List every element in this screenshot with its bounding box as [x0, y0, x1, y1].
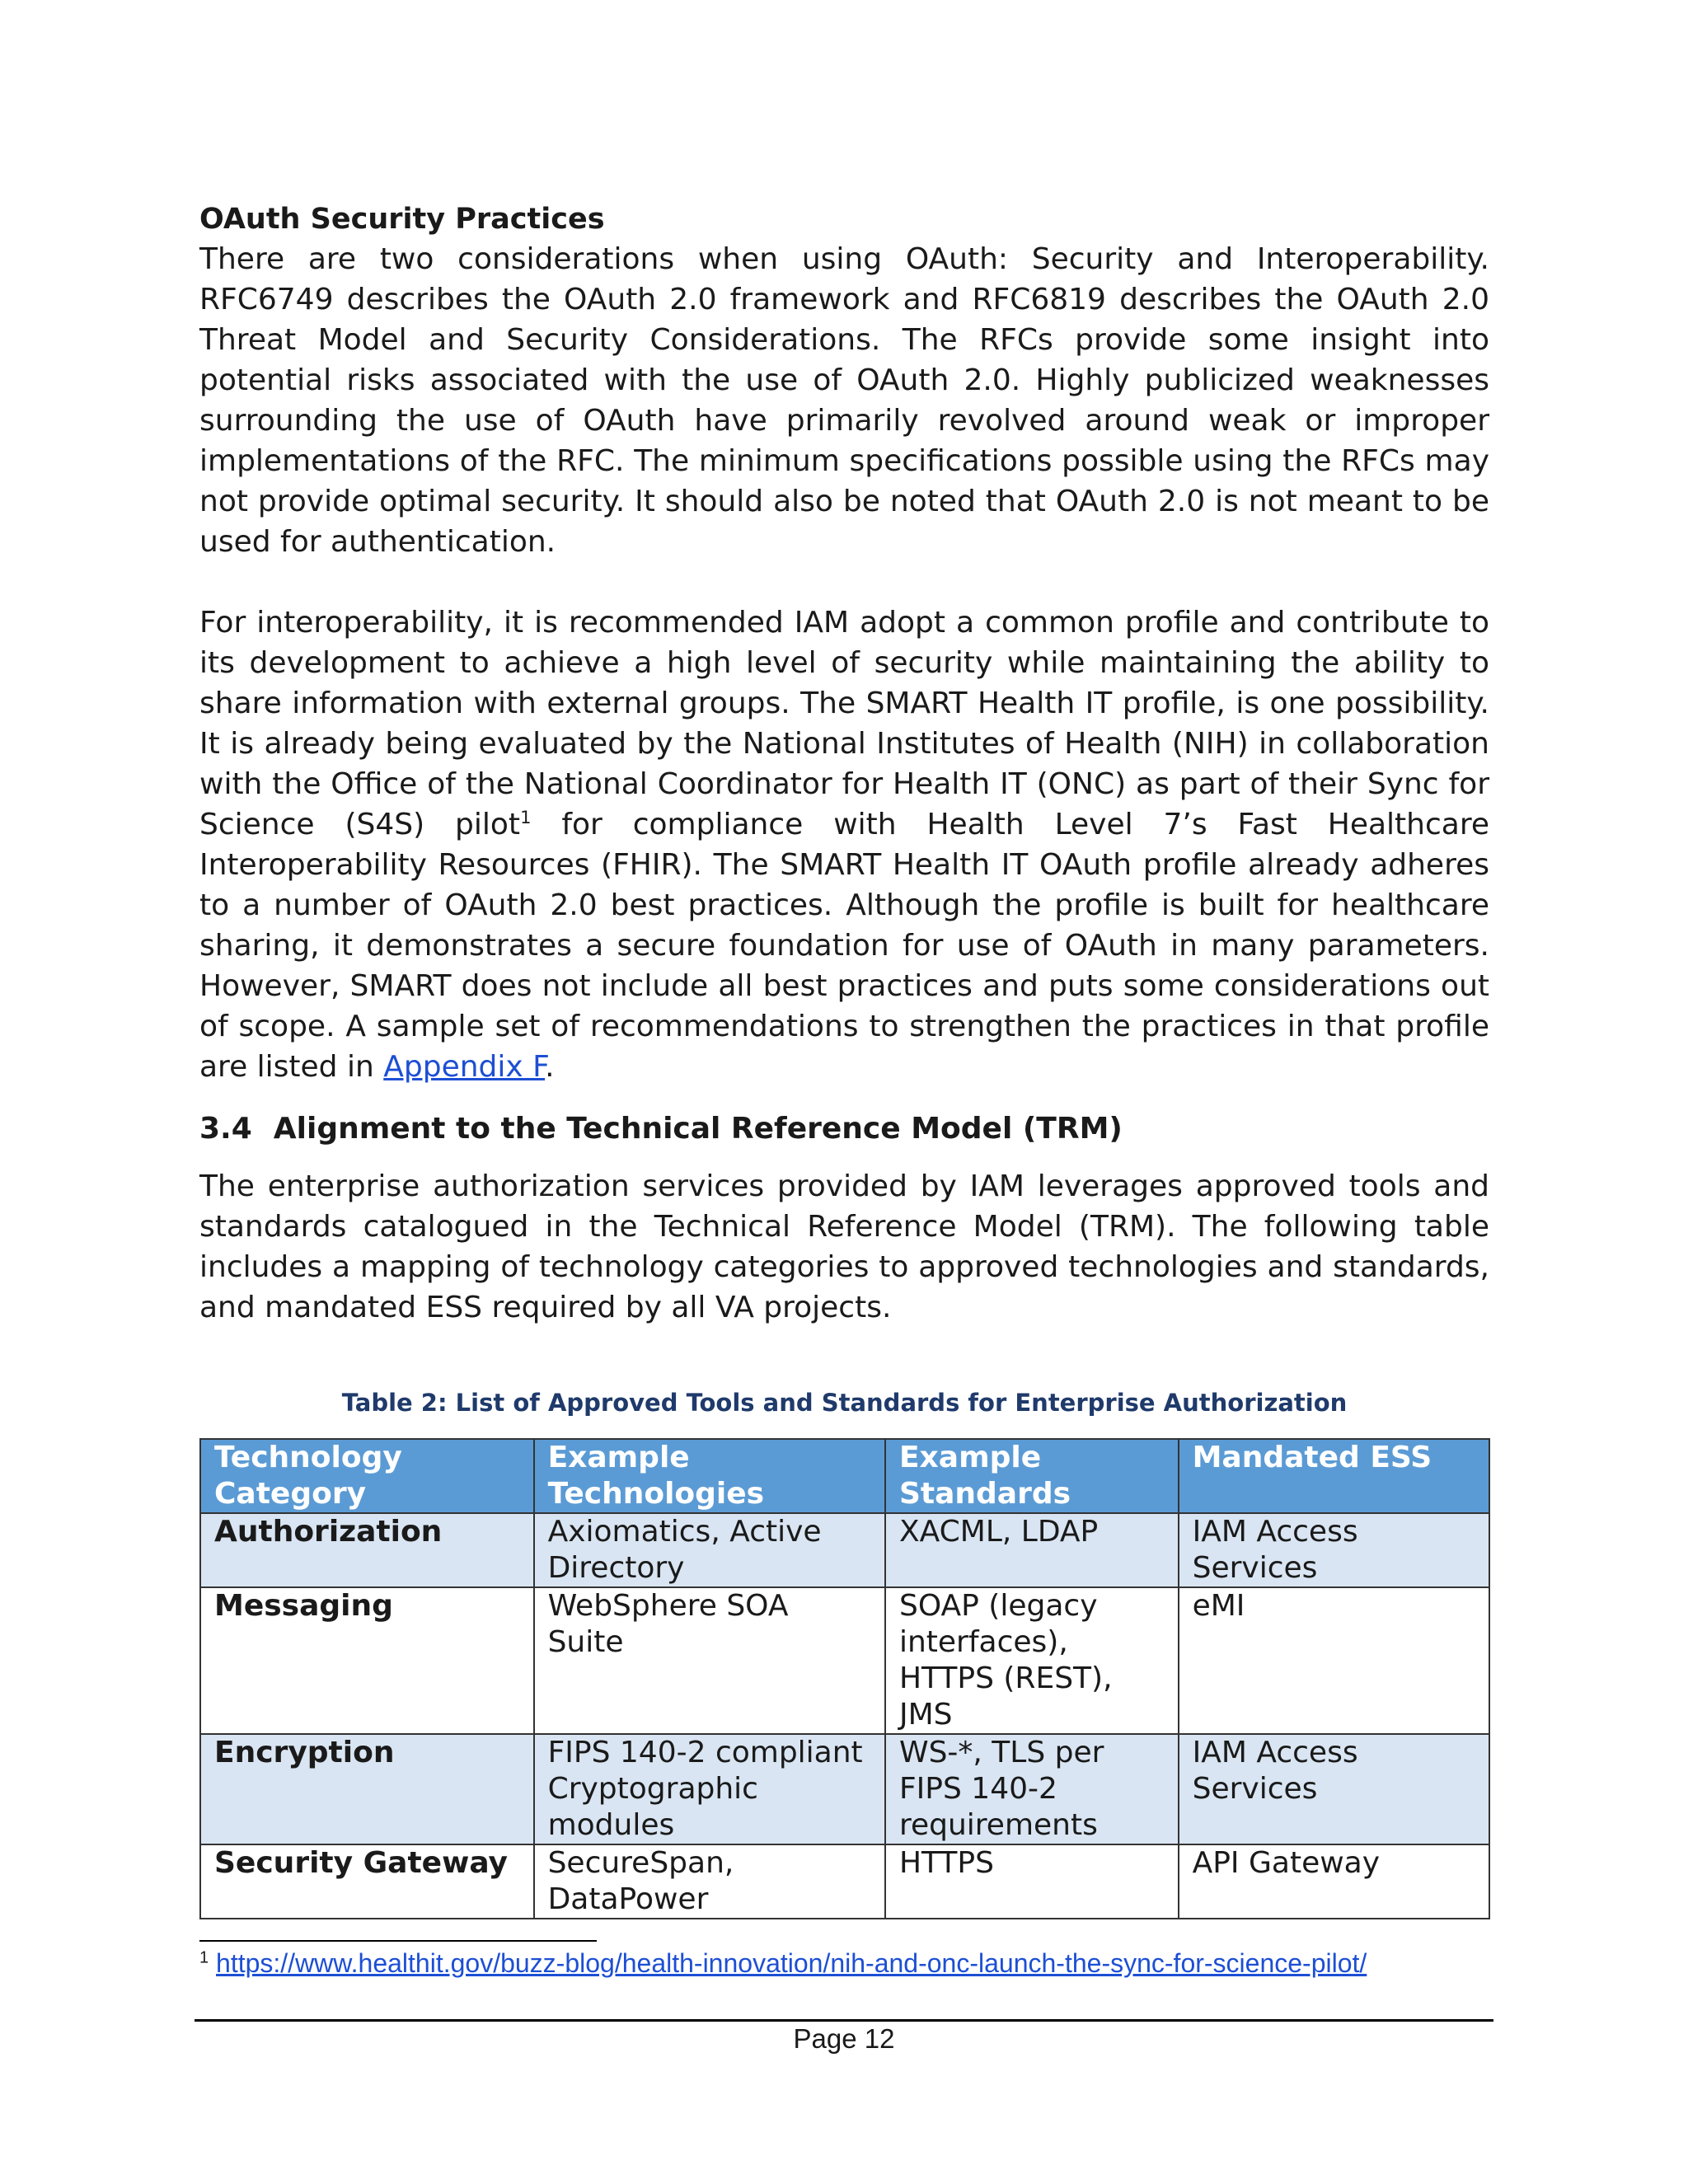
table-caption: Table 2: List of Approved Tools and Standards for Enterprise Authorization	[341, 1389, 1348, 1417]
trm-section	[199, 1110, 1489, 1328]
oauth-p2-text-end: .	[545, 1050, 555, 1084]
oauth-paragraph-2	[199, 602, 1489, 1087]
table-row	[200, 1513, 1489, 1587]
row-standards: XACML, LDAP	[885, 1513, 1179, 1587]
row-category: Messaging	[200, 1587, 534, 1734]
oauth-p2-text-a: For interoperability, it is recommended IAM adopt a common profile and contribute to its development to achieve a high level of security while maintaining the ability to share information with external groups. The SMART Health IT profile, is one possibility. It is already being evaluated by the National Institutes of Health (NIH) in collaboration with the Office of the National Coordinator for Health IT (ONC) as part of their Sync for Science (S4S) pilot	[199, 606, 1489, 841]
approved-tools-table	[199, 1438, 1490, 1919]
header-mandated-ess: Mandated ESS	[1179, 1439, 1489, 1513]
row-category: Security Gateway	[200, 1844, 534, 1919]
page-number: Page 12	[793, 2023, 895, 2054]
table-header-row	[200, 1439, 1489, 1513]
footnote-reference[interactable]: 1	[520, 808, 532, 827]
row-category: Encryption	[200, 1734, 534, 1844]
row-technologies: Axiomatics, Active Directory	[534, 1513, 885, 1587]
table-row	[200, 1587, 1489, 1734]
row-mandated-ess: API Gateway	[1179, 1844, 1489, 1919]
section-title: Alignment to the Technical Reference Model (TRM)	[273, 1112, 1123, 1146]
oauth-p2-text-b: for compliance with Health Level 7’s Fast Healthcare Interoperability Resources (FHIR). The SMART Health IT OAuth profile already adheres to a number of OAuth 2.0 best practices. Although the profile is built for healthcare sharing, it demonstrates a secure foundation for use of OAuth in many parameters. However, SMART does not include all best practices and puts some considerations out of scope. A sample set of recommendations to strengthen the practices in that profile are listed in	[199, 808, 1489, 1084]
header-technology-category: Technology Category	[200, 1439, 534, 1513]
footnote	[199, 1948, 1367, 1979]
oauth-heading: OAuth Security Practices	[199, 203, 605, 236]
row-technologies: WebSphere SOA Suite	[534, 1587, 885, 1734]
row-technologies: FIPS 140-2 compliant Cryptographic modules	[534, 1734, 885, 1844]
row-category: Authorization	[200, 1513, 534, 1587]
appendix-f-link[interactable]: Appendix F	[383, 1050, 546, 1084]
section-number: 3.4	[199, 1112, 252, 1146]
header-example-standards: Example Standards	[885, 1439, 1179, 1513]
footnote-separator	[199, 1940, 597, 1942]
table-row	[200, 1734, 1489, 1844]
oauth-section	[199, 202, 1489, 1087]
row-mandated-ess: IAM Access Services	[1179, 1734, 1489, 1844]
footer-rule	[195, 2019, 1493, 2022]
row-mandated-ess: IAM Access Services	[1179, 1513, 1489, 1587]
footnote-url-link[interactable]: https://www.healthit.gov/buzz-blog/health-innovation/nih-and-onc-launch-the-sync-for-science-pilot/	[216, 1948, 1367, 1978]
row-standards: WS-*, TLS per FIPS 140-2 requirements	[885, 1734, 1179, 1844]
oauth-paragraph-1: There are two considerations when using OAuth: Security and Interoperability. RFC6749 describes the OAuth 2.0 framework and RFC6819 describes the OAuth 2.0 Threat Model and Security Considerations. The RFCs provide some insight into potential risks associated with the use of OAuth 2.0. Highly publicized weaknesses surrounding the use of OAuth have primarily revolved around weak or improper implementations of the RFC. The minimum specifications possible using the RFCs may not provide optimal security. It should also be noted that OAuth 2.0 is not meant to be used for authentication.	[199, 242, 1489, 559]
row-standards: HTTPS	[885, 1844, 1179, 1919]
row-mandated-ess: eMI	[1179, 1587, 1489, 1734]
trm-paragraph: The enterprise authorization services provided by IAM leverages approved tools and standards catalogued in the Technical Reference Model (TRM). The following table includes a mapping of technology categories to approved technologies and standards, and mandated ESS required by all VA projects.	[199, 1169, 1489, 1324]
section-heading	[199, 1110, 1489, 1148]
row-standards: SOAP (legacy interfaces), HTTPS (REST), JMS	[885, 1587, 1179, 1734]
table-row	[200, 1844, 1489, 1919]
header-example-technologies: Example Technologies	[534, 1439, 885, 1513]
footnote-number: 1	[199, 1948, 209, 1967]
row-technologies: SecureSpan, DataPower	[534, 1844, 885, 1919]
